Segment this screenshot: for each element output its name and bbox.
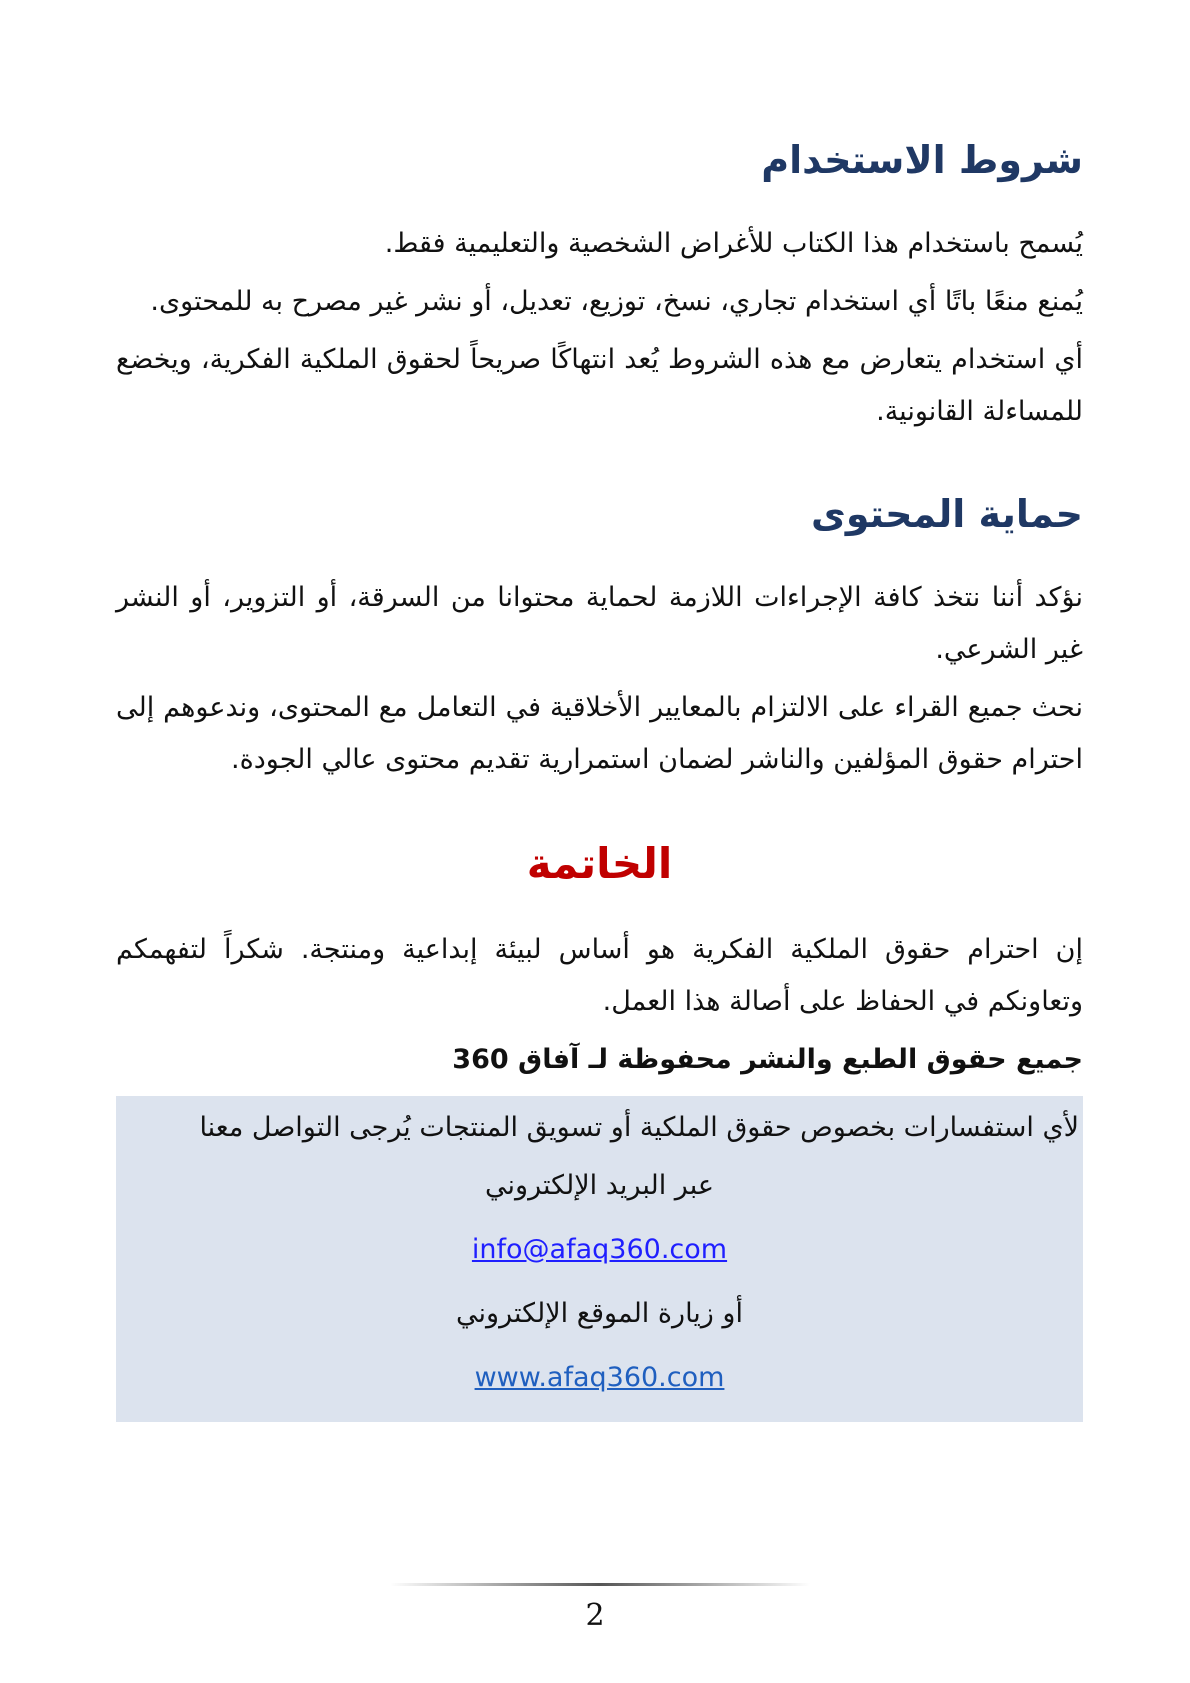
terms-paragraph-1: يُسمح باستخدام هذا الكتاب للأغراض الشخصية والتعليمية فقط. xyxy=(384,228,1083,259)
website-label: أو زيارة الموقع الإلكتروني xyxy=(456,1298,743,1329)
conclusion-paragraph: إن احترام حقوق الملكية الفكرية هو أساس لبيئة إبداعية ومنتجة. شكراً لتفهمكم وتعاونكم في الحفاظ على أصالة هذا العمل. xyxy=(116,934,1083,1017)
website-link[interactable]: www.afaq360.com xyxy=(474,1362,725,1393)
contact-box xyxy=(116,1096,1083,1422)
contact-inquiry: لأي استفسارات بخصوص حقوق الملكية أو تسويق المنتجات يُرجى التواصل معنا xyxy=(199,1112,1079,1143)
conclusion-heading: الخاتمة xyxy=(526,839,673,888)
email-link[interactable]: info@afaq360.com xyxy=(471,1234,728,1265)
page-content xyxy=(116,120,1083,1422)
terms-paragraph-3: أي استخدام يتعارض مع هذه الشروط يُعد انتهاكًا صريحاً لحقوق الملكية الفكرية، ويخضع للمساءلة القانونية. xyxy=(116,344,1083,427)
email-line xyxy=(120,1218,1079,1282)
protection-heading: حماية المحتوى xyxy=(811,492,1083,536)
email-label: عبر البريد الإلكتروني xyxy=(485,1170,714,1201)
page-number: 2 xyxy=(585,1598,605,1633)
protection-paragraph-1: نؤكد أننا نتخذ كافة الإجراءات اللازمة لحماية محتوانا من السرقة، أو التزوير، أو النشر غير الشرعي. xyxy=(116,582,1083,665)
terms-paragraph-2: يُمنع منعًا باتًا أي استخدام تجاري، نسخ، توزيع، تعديل، أو نشر غير مصرح به للمحتوى. xyxy=(150,286,1083,317)
footer-divider xyxy=(390,1583,810,1586)
terms-heading: شروط الاستخدام xyxy=(761,138,1083,182)
website-line xyxy=(120,1346,1079,1410)
copyright-notice: جميع حقوق الطبع والنشر محفوظة لـ آفاق 360 xyxy=(452,1044,1083,1075)
protection-paragraph-2: نحث جميع القراء على الالتزام بالمعايير الأخلاقية في التعامل مع المحتوى، وندعوهم إلى احترام حقوق المؤلفين والناشر لضمان استمرارية تقديم محتوى عالي الجودة. xyxy=(116,692,1083,775)
